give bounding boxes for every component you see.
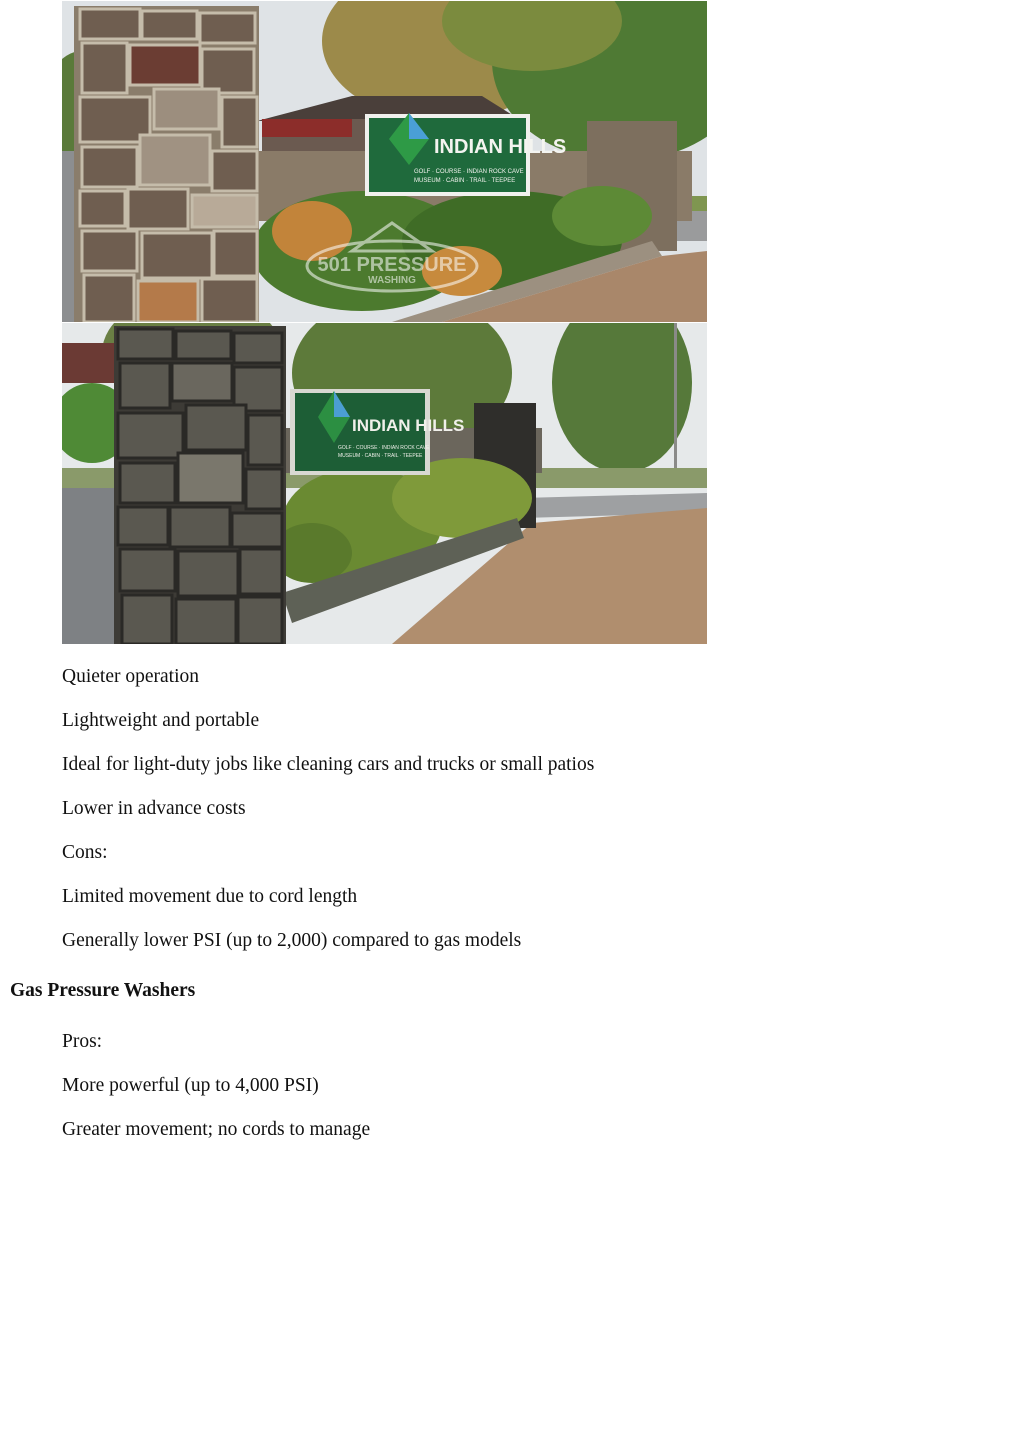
watermark-text: 501 PRESSURE — [317, 254, 467, 276]
cons-label: Cons: — [62, 842, 108, 863]
list-item: Limited movement due to cord length — [62, 886, 358, 907]
sign-subtitle: GOLF · COURSE · INDIAN ROCK CAVE — [414, 169, 524, 175]
list-item: Lower in advance costs — [62, 798, 246, 819]
sign-title: INDIAN HILLS — [352, 416, 465, 435]
list-item: More powerful (up to 4,000 PSI) — [62, 1075, 319, 1096]
sign-subtitle: MUSEUM · CABIN · TRAIL · TEEPEE — [414, 178, 516, 184]
watermark-subtext: WASHING — [368, 275, 416, 286]
photo-after-cleaning — [62, 323, 707, 644]
list-item: Ideal for light-duty jobs like cleaning cars and trucks or small patios — [62, 754, 595, 775]
sign-title: INDIAN HILLS — [434, 136, 567, 158]
sign-photo-after — [62, 323, 707, 644]
pros-label: Pros: — [62, 1031, 103, 1052]
list-item: Lightweight and portable — [62, 710, 260, 731]
list-item: Quieter operation — [62, 666, 199, 687]
sign-photo-before — [62, 1, 707, 322]
list-item: Greater movement; no cords to manage — [62, 1119, 371, 1140]
sign-subtitle: MUSEUM · CABIN · TRAIL · TEEPEE — [338, 453, 423, 459]
sign-subtitle: GOLF · COURSE · INDIAN ROCK CAVE — [338, 445, 430, 451]
list-item: Generally lower PSI (up to 2,000) compared to gas models — [62, 930, 522, 951]
photo-before-cleaning — [62, 1, 707, 322]
section-heading-gas: Gas Pressure Washers — [10, 980, 196, 1001]
